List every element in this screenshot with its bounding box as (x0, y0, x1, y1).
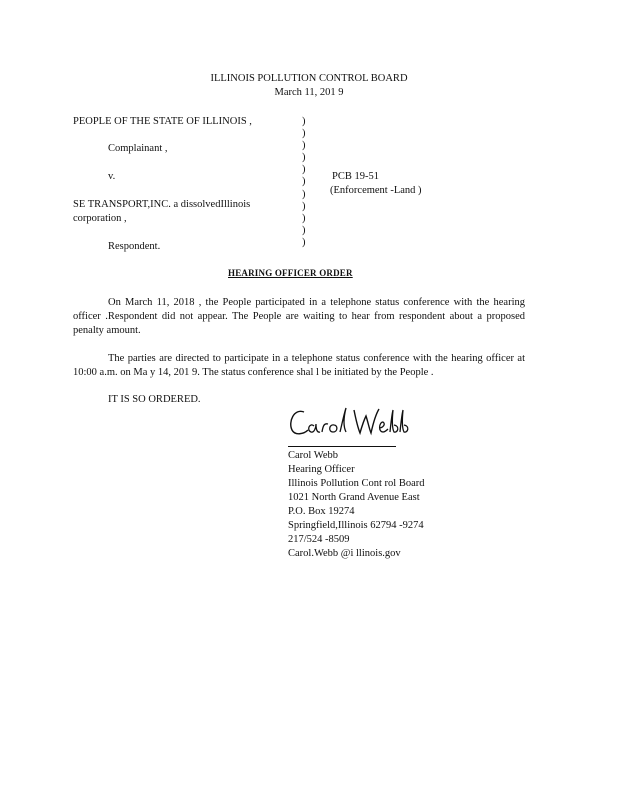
signature-line (288, 446, 396, 447)
paren: ) (302, 152, 306, 164)
paren: ) (302, 188, 306, 200)
signer-name: Carol Webb (288, 450, 338, 461)
caption-parentheses (302, 116, 310, 249)
signer-email: Carol.Webb @i llinois.gov (288, 548, 401, 559)
signer-city-state-zip: Springfield,Illinois 62794 -9274 (288, 520, 424, 531)
order-date: March 11, 201 9 (274, 87, 344, 98)
paragraph-2: The parties are directed to participate in a telephone status conference with the hearing officer at 10:00 a.m. on Ma y 14, 201 9. The status conference shal l be initiated by the People . (73, 353, 525, 378)
respondent-label: Respondent. (108, 241, 161, 252)
paragraph-1: On March 11, 2018 , the People participated in a telephone status conference with the hearing officer .Respondent did not appear. The People are waiting to hear from respondent about a proposed penalty amount. (73, 297, 525, 336)
paren: ) (302, 164, 306, 176)
order-title: HEARING OFFICER ORDER (228, 268, 353, 278)
complainant-label: Complainant , (108, 143, 168, 154)
board-title: ILLINOIS POLLUTION CONTROL BOARD (210, 73, 408, 84)
plaintiff-name: PEOPLE OF THE STATE OF ILLINOIS , (73, 116, 252, 127)
paren: ) (302, 176, 306, 188)
versus-label: v. (108, 171, 116, 182)
defendant-type: corporation , (73, 213, 127, 224)
signer-street-address: 1021 North Grand Avenue East (288, 492, 420, 503)
case-number: PCB 19-51 (332, 171, 379, 182)
paren: ) (302, 212, 306, 224)
paren: ) (302, 116, 306, 127)
defendant-name: SE TRANSPORT,INC. a dissolvedIllinois (73, 199, 251, 210)
paren: ) (302, 224, 306, 236)
paren: ) (302, 128, 306, 140)
paren: ) (302, 236, 306, 248)
signer-po-box: P.O. Box 19274 (288, 506, 355, 517)
signature-image (286, 402, 416, 442)
paren: ) (302, 140, 306, 152)
signature-block (288, 449, 425, 561)
signer-organization: Illinois Pollution Cont rol Board (288, 478, 425, 489)
signer-phone: 217/524 -8509 (288, 534, 350, 545)
case-type: (Enforcement -Land ) (330, 185, 422, 196)
paren: ) (302, 200, 306, 212)
signer-title: Hearing Officer (288, 464, 355, 475)
so-ordered: IT IS SO ORDERED. (108, 394, 201, 405)
